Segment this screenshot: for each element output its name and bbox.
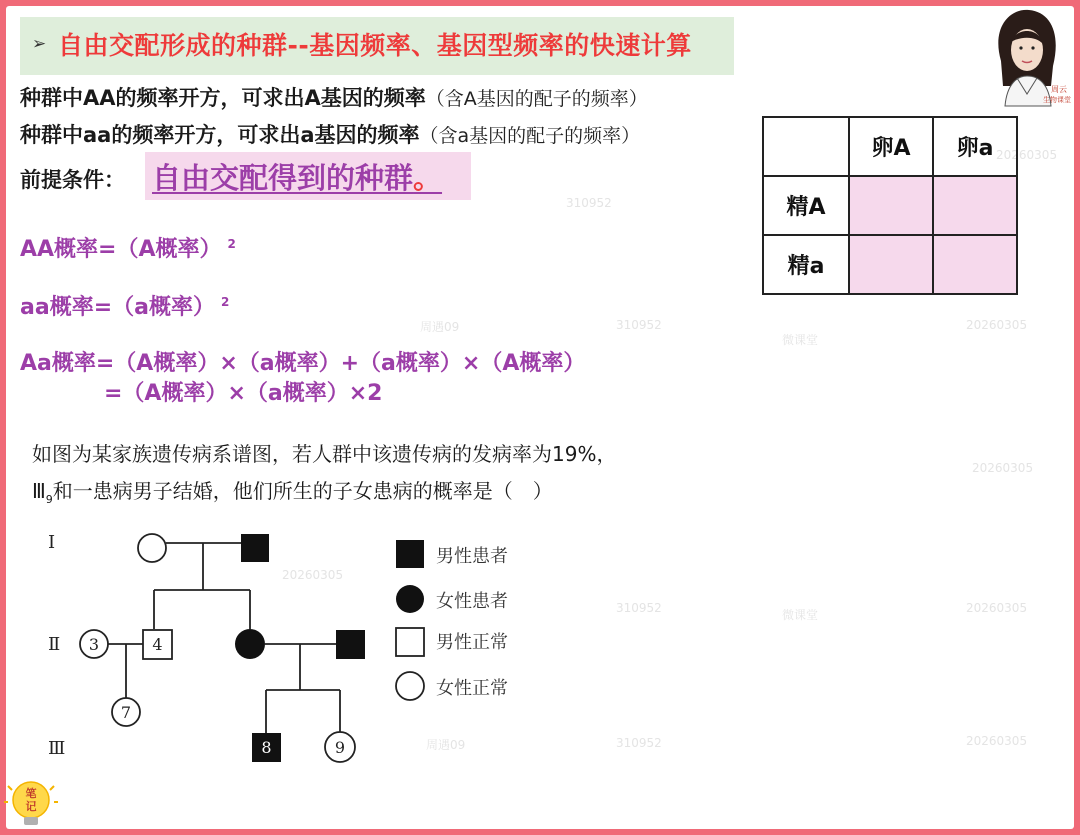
watermark: 310952: [566, 196, 612, 210]
individual-label: 8: [261, 738, 272, 757]
watermark: 20260305: [996, 148, 1058, 162]
punnett-cell: [933, 235, 1017, 294]
watermark: 微课堂: [782, 333, 819, 347]
legend-label: 男性正常: [436, 632, 508, 653]
watermark: 20260305: [966, 734, 1028, 748]
watermark: 20260305: [282, 568, 344, 582]
note-badge-text: 笔: [25, 787, 37, 800]
legend-label: 男性患者: [436, 546, 508, 567]
punnett-cell: [849, 235, 933, 294]
pedigree-chart: [36, 518, 556, 778]
watermark: 20260305: [966, 601, 1028, 615]
punnett-square: [762, 116, 1018, 295]
punnett-col-header: 卵A: [849, 117, 933, 176]
formula-Aa-line2: =（A概率）×（a概率）×2: [104, 381, 383, 406]
watermark: 310952: [616, 601, 662, 615]
watermark: 310952: [616, 318, 662, 332]
legend-male-affected-icon: [396, 540, 424, 568]
individual-II6: [336, 630, 365, 659]
avatar-caption: 周云: [1051, 85, 1067, 94]
arrow-bullet-icon: ➢: [32, 34, 47, 54]
watermark: 310952: [616, 736, 662, 750]
individual-label: 4: [152, 635, 163, 654]
avatar-caption: 生物课堂: [1043, 96, 1071, 104]
slide-title: 自由交配形成的种群--基因频率、基因型频率的快速计算: [58, 31, 692, 60]
generation-label: Ⅲ: [48, 738, 66, 759]
watermark: 20260305: [966, 318, 1028, 332]
legend-male-normal-icon: [396, 628, 424, 656]
formula-Aa-line1: Aa概率=（A概率）×（a概率）+（a概率）×（A概率）: [20, 351, 586, 376]
note-badge-text: 记: [25, 800, 37, 813]
teacher-avatar-icon: [981, 6, 1071, 106]
legend-label: 女性患者: [436, 591, 508, 612]
individual-label: 7: [120, 703, 132, 722]
punnett-col-header: 卵a: [933, 117, 1017, 176]
note-lightbulb-icon[interactable]: [6, 776, 56, 828]
rule-line-aa: 种群中aa的频率开方，可求出a基因的频率（含a基因的配子的频率）: [20, 123, 641, 147]
legend-female-affected-icon: [396, 585, 424, 613]
watermark: 周遇09: [420, 320, 460, 334]
punnett-row-header: 精a: [763, 235, 849, 294]
question-line2: $Ⅲ_9$和一患病男子结婚，他们所生的子女患病的概率是（ ）: [32, 479, 553, 506]
formula-AA: AA概率=（A概率） $^2$: [20, 236, 236, 262]
watermark: 微课堂: [782, 608, 819, 622]
watermark: 20260305: [972, 461, 1034, 475]
generation-label: Ⅰ: [48, 532, 56, 553]
punnett-cell: [849, 176, 933, 235]
legend-label: 女性正常: [436, 678, 508, 699]
premise-label: 前提条件：: [20, 168, 125, 192]
generation-label: Ⅱ: [48, 634, 61, 655]
title-banner: [20, 17, 734, 75]
individual-I1: [138, 534, 166, 562]
premise-text: 自由交配得到的种群。: [152, 161, 443, 195]
individual-I2: [241, 534, 269, 562]
punnett-corner: [763, 117, 849, 176]
question-line1: 如图为某家族遗传病系谱图，若人群中该遗传病的发病率为19%，: [32, 442, 617, 466]
formula-aa: aa概率=（a概率） $^2$: [20, 294, 230, 320]
individual-label: 3: [88, 635, 100, 654]
punnett-row-header: 精A: [763, 176, 849, 235]
individual-II5: [235, 629, 265, 659]
slide: [6, 6, 1074, 829]
legend-female-normal-icon: [396, 672, 424, 700]
rule-line-AA: 种群中AA的频率开方，可求出A基因的频率（含A基因的配子的频率）: [20, 86, 648, 110]
individual-label: 9: [334, 738, 346, 757]
punnett-cell: [933, 176, 1017, 235]
watermark: 周遇09: [426, 738, 466, 752]
